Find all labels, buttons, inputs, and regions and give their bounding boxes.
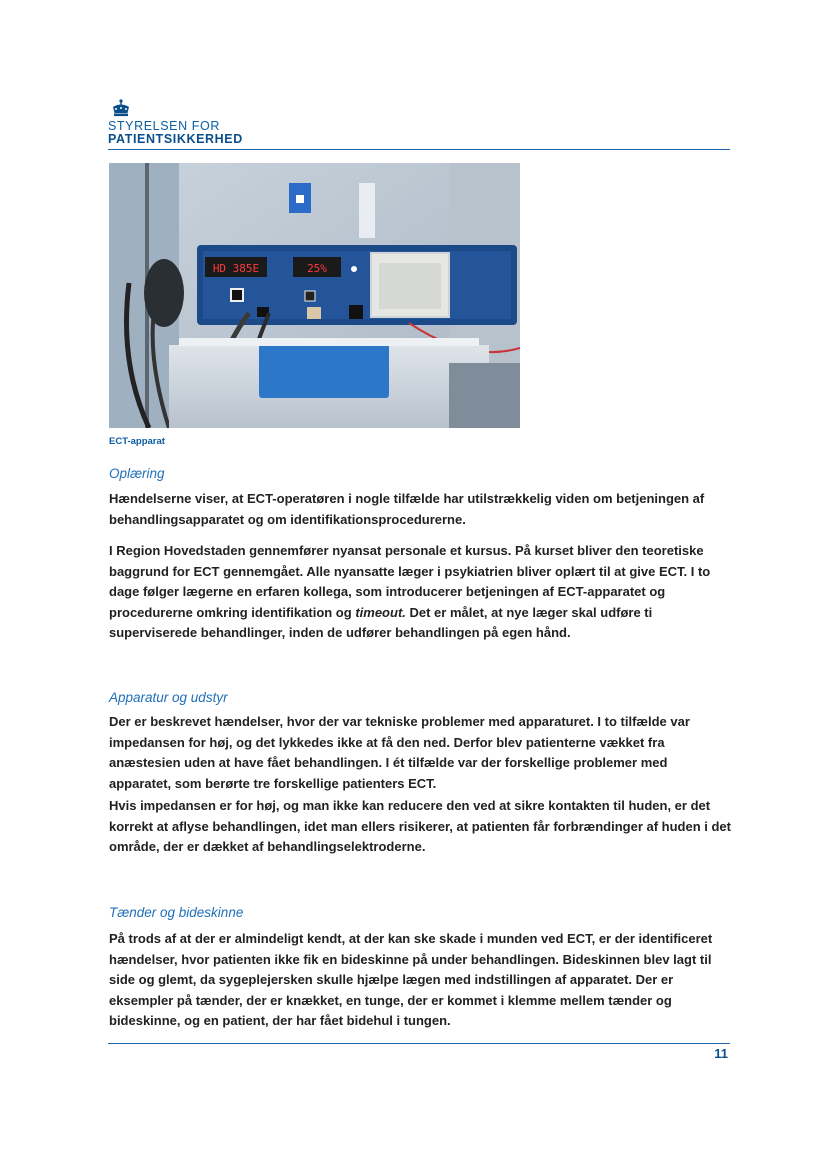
photo-caption: ECT-apparat <box>109 436 165 447</box>
paragraph-oplaering-2-tail: Det er målet, at nye læger skal udføre ti superviserede behandlinger, inden de udfører behandlingen på egen hånd. <box>109 604 653 640</box>
footer-divider <box>108 1043 730 1044</box>
page-number: 11 <box>714 1046 728 1061</box>
paragraph-apparatur-2: Hvis impedansen er for høj, og man ikke kan reducere den ved at sikre kontakten til huden, er det korrekt at aflyse behandlingen, idet man ellers risikerer, at patienten får forbrændinger af huden i det område, der er dækket af behandlingselektroderne. <box>109 798 731 854</box>
ect-apparatus-illustration <box>109 163 520 428</box>
display-left: HD 385E <box>212 262 260 275</box>
paragraph-oplaering-2 <box>109 541 731 644</box>
agency-name-line1: STYRELSEN FOR <box>108 119 220 133</box>
ect-apparatus-photo <box>109 163 520 428</box>
crown-icon <box>110 98 132 120</box>
timeout-term: timeout. <box>355 604 406 620</box>
section-heading-apparatur: Apparatur og udstyr <box>109 690 228 705</box>
header-divider <box>108 149 730 150</box>
section-heading-taender: Tænder og bideskinne <box>109 905 244 920</box>
paragraph-oplaering-1: Hændelserne viser, at ECT-operatøren i nogle tilfælde har utilstrækkelig viden om betjeningen af behandlingsapparatet og om identifikationsprocedurerne. <box>109 491 705 527</box>
paragraph-oplaering-2-text: I Region Hovedstaden gennemfører nyansat personale et kursus. På kurset bliver den teoretiske baggrund for ECT gennemgået. Alle nyansatte læger i psykiatrien bliver oplært til at give ECT. I to dage følger lægerne en erfaren kollega, som introducerer betjeningen af ECT-apparatet og procedurerne omkring identifikation og <box>109 543 711 620</box>
agency-name-line2: PATIENTSIKKERHED <box>108 132 243 146</box>
paragraph-apparatur-1: Der er beskrevet hændelser, hvor der var tekniske problemer med apparaturet. I to tilfælde var impedansen for høj, og det lykkedes ikke at få den ned. Derfor blev patienterne vækket fra anæstesien uden at have fået behandlingen. I ét tilfælde var der forskellige problemer med apparatet, som berørte tre forskellige patienters ECT. <box>109 714 690 791</box>
display-right: 25% <box>307 262 327 275</box>
paragraph-taender-1: På trods af at der er almindeligt kendt, at der kan ske skade i munden ved ECT, er der identificeret hændelser, hvor patienten ikke fik en bideskinne på under behandlingen. Bideskinnen blev lagt til side og glemt, da sygeplejersken skulle hjælpe lægen med indstillingen af apparatet. Der er eksempler på tænder, der er knækket, en tunge, der er kommet i klemme mellem tænder og bideskinne, og en patient, der har fået bidehul i tungen. <box>109 931 713 1028</box>
section-heading-oplaering: Oplæring <box>109 466 165 481</box>
agency-logo <box>108 98 408 146</box>
